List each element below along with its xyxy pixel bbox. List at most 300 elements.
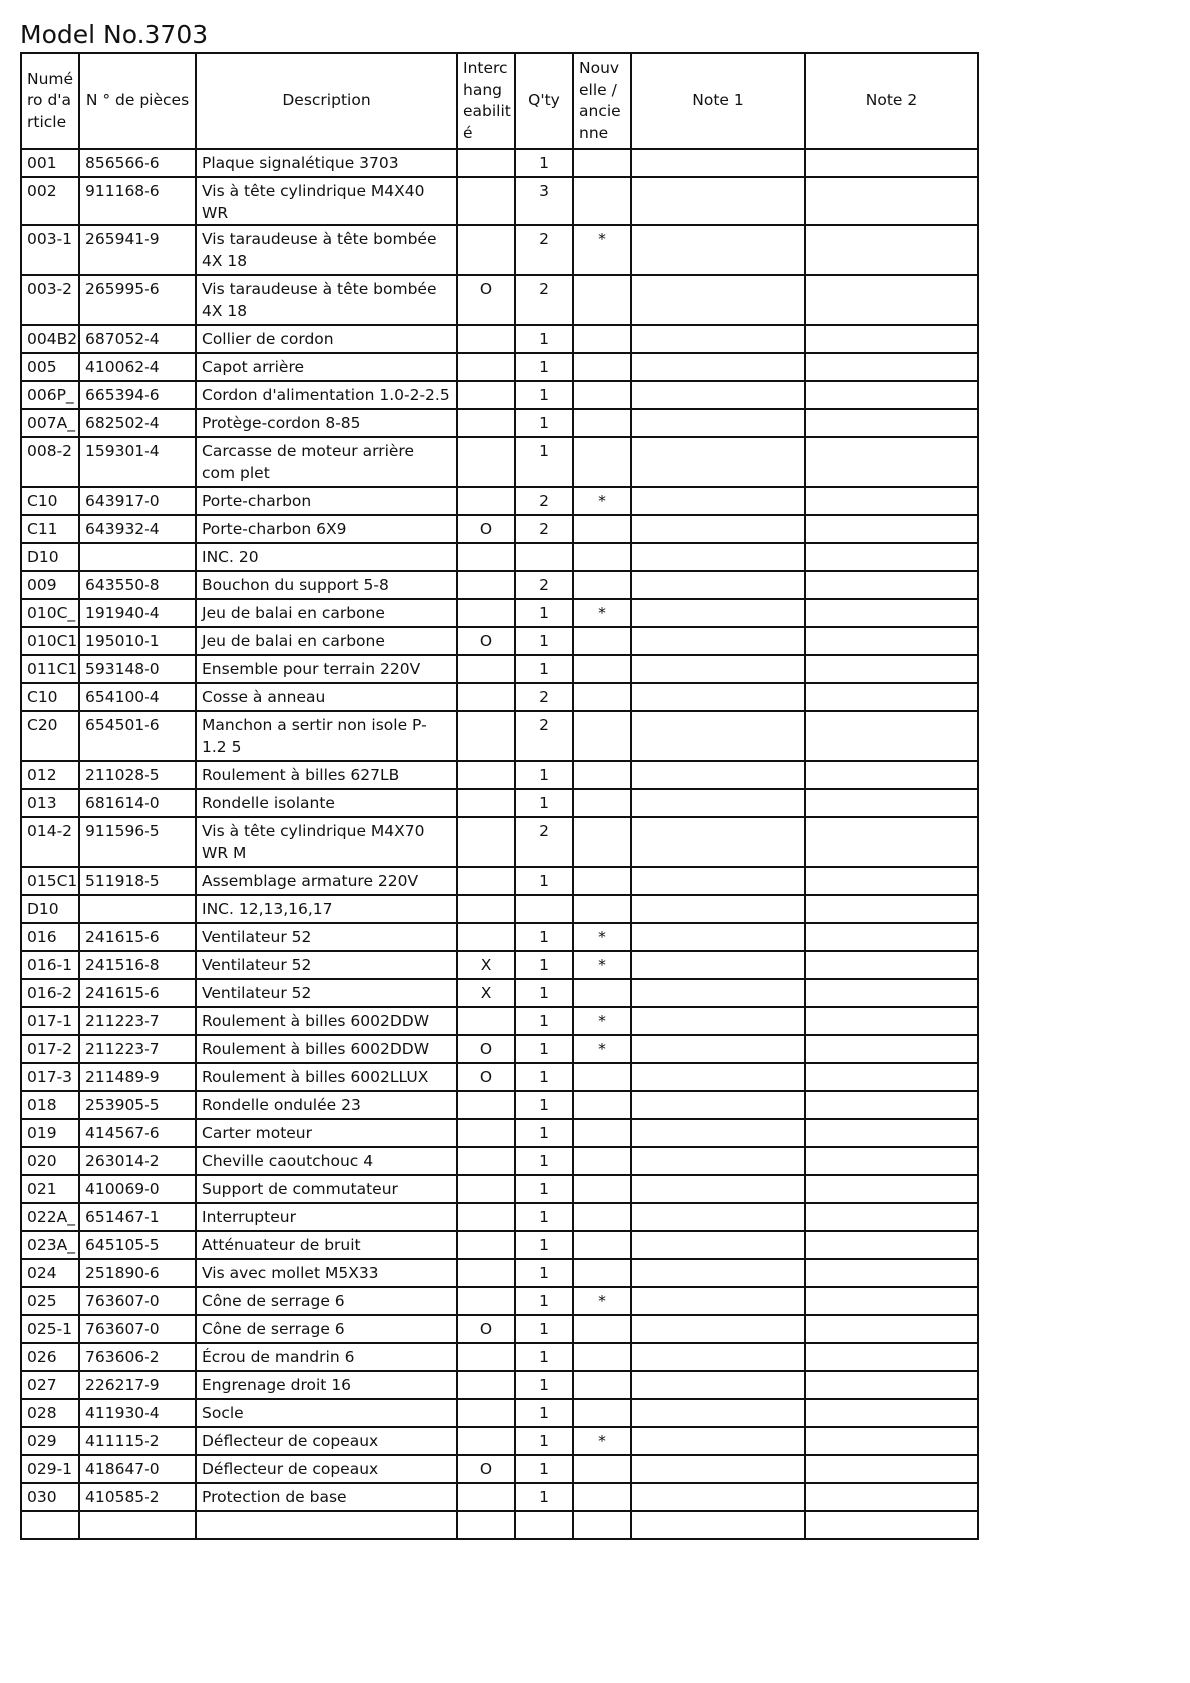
cell-item-no: 027 (21, 1371, 79, 1399)
cell-note-1 (631, 1007, 805, 1035)
cell-note-1 (631, 543, 805, 571)
cell-new-old (573, 543, 631, 571)
table-row (21, 817, 978, 867)
cell-qty: 1 (515, 149, 573, 177)
cell-note-2 (805, 1371, 978, 1399)
table-row (21, 895, 978, 923)
cell-description: Vis taraudeuse à tête bombée 4X 18 (196, 225, 457, 275)
cell-note-1 (631, 325, 805, 353)
cell-qty: 2 (515, 817, 573, 867)
cell-qty: 1 (515, 1455, 573, 1483)
cell-note-1 (631, 627, 805, 655)
cell-description: INC. 20 (196, 543, 457, 571)
cell-note-1 (631, 1399, 805, 1427)
cell-item-no: D10 (21, 543, 79, 571)
cell-interchangeability: X (457, 979, 515, 1007)
cell-new-old (573, 1455, 631, 1483)
cell-qty: 1 (515, 1287, 573, 1315)
table-row (21, 543, 978, 571)
cell-interchangeability (457, 711, 515, 761)
table-row (21, 979, 978, 1007)
header-note-1: Note 1 (631, 53, 805, 149)
cell-note-2 (805, 895, 978, 923)
cell-part-no: 265995-6 (79, 275, 196, 325)
cell-item-no: 022A_ (21, 1203, 79, 1231)
cell-interchangeability (457, 325, 515, 353)
cell-note-2 (805, 1259, 978, 1287)
cell-description: Vis à tête cylindrique M4X70 WR M (196, 817, 457, 867)
table-row (21, 225, 978, 275)
cell-part-no: 410585-2 (79, 1483, 196, 1511)
cell-description: Manchon a sertir non isole P-1.2 5 (196, 711, 457, 761)
table-row (21, 437, 978, 487)
cell-interchangeability (457, 149, 515, 177)
cell-part-no: 763607-0 (79, 1287, 196, 1315)
cell-qty (515, 895, 573, 923)
cell-qty: 1 (515, 1175, 573, 1203)
cell-interchangeability (457, 1175, 515, 1203)
cell-description: Cône de serrage 6 (196, 1287, 457, 1315)
cell-note-2 (805, 1427, 978, 1455)
cell-note-2 (805, 817, 978, 867)
cell-note-2 (805, 1315, 978, 1343)
cell-interchangeability (457, 655, 515, 683)
cell-part-no: 251890-6 (79, 1259, 196, 1287)
cell-interchangeability (457, 1147, 515, 1175)
cell-qty: 1 (515, 951, 573, 979)
cell-interchangeability (457, 817, 515, 867)
table-row (21, 951, 978, 979)
cell-new-old (573, 817, 631, 867)
cell-note-1 (631, 655, 805, 683)
cell-note-1 (631, 895, 805, 923)
cell-interchangeability (457, 1399, 515, 1427)
cell-item-no: 017-3 (21, 1063, 79, 1091)
cell-new-old (573, 627, 631, 655)
cell-part-no: 665394-6 (79, 381, 196, 409)
cell-note-2 (805, 1231, 978, 1259)
cell-qty: 1 (515, 1091, 573, 1119)
cell-item-no: 008-2 (21, 437, 79, 487)
cell-item-no: 003-1 (21, 225, 79, 275)
header-new-old: Nouv elle / ancie nne (573, 53, 631, 149)
cell-interchangeability (457, 1427, 515, 1455)
cell-note-2 (805, 1511, 978, 1539)
cell-interchangeability (457, 487, 515, 515)
table-row (21, 1035, 978, 1063)
cell-new-old (573, 1483, 631, 1511)
cell-new-old (573, 1315, 631, 1343)
cell-note-1 (631, 1371, 805, 1399)
cell-note-1 (631, 275, 805, 325)
header-description: Description (196, 53, 457, 149)
table-row (21, 1399, 978, 1427)
cell-item-no: 029 (21, 1427, 79, 1455)
cell-part-no: 511918-5 (79, 867, 196, 895)
cell-part-no: 265941-9 (79, 225, 196, 275)
cell-note-2 (805, 1343, 978, 1371)
cell-note-2 (805, 1063, 978, 1091)
table-row (21, 761, 978, 789)
cell-part-no: 411930-4 (79, 1399, 196, 1427)
cell-note-2 (805, 683, 978, 711)
cell-note-2 (805, 711, 978, 761)
cell-item-no: 023A_ (21, 1231, 79, 1259)
cell-new-old (573, 1371, 631, 1399)
cell-item-no: 012 (21, 761, 79, 789)
cell-item-no: 001 (21, 149, 79, 177)
cell-item-no: 003-2 (21, 275, 79, 325)
cell-note-1 (631, 353, 805, 381)
cell-new-old (573, 437, 631, 487)
cell-item-no: 024 (21, 1259, 79, 1287)
cell-interchangeability: O (457, 1455, 515, 1483)
cell-qty: 1 (515, 867, 573, 895)
cell-interchangeability (457, 1343, 515, 1371)
cell-part-no: 241615-6 (79, 923, 196, 951)
cell-description: Rondelle isolante (196, 789, 457, 817)
cell-interchangeability: O (457, 1063, 515, 1091)
cell-new-old (573, 655, 631, 683)
cell-note-1 (631, 1343, 805, 1371)
cell-interchangeability (457, 381, 515, 409)
table-row (21, 1455, 978, 1483)
cell-note-2 (805, 1119, 978, 1147)
cell-part-no: 211223-7 (79, 1035, 196, 1063)
cell-note-1 (631, 1315, 805, 1343)
cell-description: Bouchon du support 5-8 (196, 571, 457, 599)
cell-new-old (573, 979, 631, 1007)
cell-note-2 (805, 487, 978, 515)
cell-part-no (79, 543, 196, 571)
cell-qty: 3 (515, 177, 573, 225)
cell-note-1 (631, 1063, 805, 1091)
cell-note-2 (805, 515, 978, 543)
cell-part-no: 241516-8 (79, 951, 196, 979)
cell-new-old (573, 1343, 631, 1371)
cell-interchangeability (457, 1259, 515, 1287)
cell-note-1 (631, 867, 805, 895)
cell-new-old (573, 381, 631, 409)
cell-description: Cône de serrage 6 (196, 1315, 457, 1343)
cell-qty: 2 (515, 571, 573, 599)
cell-qty: 1 (515, 655, 573, 683)
table-row (21, 867, 978, 895)
cell-new-old (573, 1231, 631, 1259)
cell-qty: 1 (515, 409, 573, 437)
cell-part-no: 211489-9 (79, 1063, 196, 1091)
cell-part-no: 211223-7 (79, 1007, 196, 1035)
cell-qty: 2 (515, 225, 573, 275)
cell-item-no: 026 (21, 1343, 79, 1371)
cell-item-no: 025 (21, 1287, 79, 1315)
cell-note-1 (631, 149, 805, 177)
cell-part-no: 241615-6 (79, 979, 196, 1007)
cell-item-no: 002 (21, 177, 79, 225)
cell-part-no: 263014-2 (79, 1147, 196, 1175)
cell-part-no: 410069-0 (79, 1175, 196, 1203)
cell-new-old (573, 683, 631, 711)
table-row (21, 789, 978, 817)
cell-note-2 (805, 1175, 978, 1203)
cell-new-old (573, 1147, 631, 1175)
cell-note-2 (805, 1483, 978, 1511)
cell-item-no (21, 1511, 79, 1539)
cell-qty: 1 (515, 599, 573, 627)
cell-new-old: * (573, 1007, 631, 1035)
cell-note-2 (805, 543, 978, 571)
header-item-no: Numé ro d'a rticle (21, 53, 79, 149)
cell-description (196, 1511, 457, 1539)
table-row (21, 325, 978, 353)
cell-part-no: 682502-4 (79, 409, 196, 437)
cell-description: Plaque signalétique 3703 (196, 149, 457, 177)
page-title: Model No.3703 (20, 20, 209, 49)
cell-interchangeability (457, 895, 515, 923)
cell-description: Vis taraudeuse à tête bombée 4X 18 (196, 275, 457, 325)
cell-description: Protection de base (196, 1483, 457, 1511)
cell-note-2 (805, 1091, 978, 1119)
cell-qty: 2 (515, 487, 573, 515)
cell-note-1 (631, 1091, 805, 1119)
cell-interchangeability: X (457, 951, 515, 979)
cell-description: Jeu de balai en carbone (196, 599, 457, 627)
cell-new-old (573, 1091, 631, 1119)
cell-item-no: 015C1 (21, 867, 79, 895)
cell-note-1 (631, 487, 805, 515)
cell-description: Roulement à billes 6002DDW (196, 1007, 457, 1035)
cell-new-old (573, 275, 631, 325)
cell-part-no: 911596-5 (79, 817, 196, 867)
cell-description: INC. 12,13,16,17 (196, 895, 457, 923)
cell-qty: 1 (515, 1483, 573, 1511)
cell-interchangeability (457, 1119, 515, 1147)
cell-description: Ensemble pour terrain 220V (196, 655, 457, 683)
cell-note-1 (631, 1511, 805, 1539)
cell-description: Porte-charbon (196, 487, 457, 515)
cell-interchangeability: O (457, 275, 515, 325)
cell-note-1 (631, 789, 805, 817)
cell-description: Engrenage droit 16 (196, 1371, 457, 1399)
table-row (21, 515, 978, 543)
table-row (21, 1371, 978, 1399)
cell-item-no: 019 (21, 1119, 79, 1147)
table-row (21, 1427, 978, 1455)
table-row (21, 1147, 978, 1175)
cell-qty: 1 (515, 1259, 573, 1287)
cell-interchangeability (457, 683, 515, 711)
table-row (21, 1343, 978, 1371)
cell-interchangeability (457, 437, 515, 487)
cell-interchangeability: O (457, 627, 515, 655)
table-row (21, 923, 978, 951)
cell-qty: 2 (515, 683, 573, 711)
cell-item-no: C11 (21, 515, 79, 543)
table-row (21, 1007, 978, 1035)
table-row (21, 409, 978, 437)
cell-qty: 1 (515, 1203, 573, 1231)
cell-part-no: 253905-5 (79, 1091, 196, 1119)
cell-note-2 (805, 979, 978, 1007)
header-part-no: N ° de pièces (79, 53, 196, 149)
cell-description: Ventilateur 52 (196, 979, 457, 1007)
cell-item-no: 005 (21, 353, 79, 381)
cell-part-no: 856566-6 (79, 149, 196, 177)
cell-note-2 (805, 1287, 978, 1315)
cell-description: Déflecteur de copeaux (196, 1455, 457, 1483)
cell-note-2 (805, 353, 978, 381)
cell-interchangeability (457, 599, 515, 627)
cell-note-1 (631, 409, 805, 437)
cell-qty: 1 (515, 761, 573, 789)
table-row (21, 1091, 978, 1119)
cell-qty: 1 (515, 1119, 573, 1147)
cell-description: Cordon d'alimentation 1.0-2-2.5 (196, 381, 457, 409)
cell-new-old (573, 1399, 631, 1427)
cell-item-no: 029-1 (21, 1455, 79, 1483)
cell-part-no: 643550-8 (79, 571, 196, 599)
cell-new-old (573, 325, 631, 353)
cell-description: Protège-cordon 8-85 (196, 409, 457, 437)
table-row (21, 381, 978, 409)
cell-new-old (573, 1175, 631, 1203)
cell-description: Ventilateur 52 (196, 951, 457, 979)
cell-qty: 1 (515, 1399, 573, 1427)
cell-interchangeability (457, 177, 515, 225)
cell-note-2 (805, 381, 978, 409)
cell-description: Roulement à billes 627LB (196, 761, 457, 789)
cell-item-no: 010C1 (21, 627, 79, 655)
cell-note-1 (631, 1455, 805, 1483)
table-row (21, 711, 978, 761)
cell-item-no: 006P_ (21, 381, 79, 409)
cell-part-no: 763606-2 (79, 1343, 196, 1371)
cell-new-old (573, 789, 631, 817)
cell-note-1 (631, 225, 805, 275)
cell-description: Atténuateur de bruit (196, 1231, 457, 1259)
cell-part-no: 593148-0 (79, 655, 196, 683)
table-row (21, 487, 978, 515)
cell-new-old (573, 515, 631, 543)
cell-qty: 1 (515, 979, 573, 1007)
cell-item-no: 013 (21, 789, 79, 817)
cell-part-no: 763607-0 (79, 1315, 196, 1343)
cell-note-2 (805, 867, 978, 895)
cell-note-1 (631, 1035, 805, 1063)
cell-interchangeability: O (457, 1035, 515, 1063)
cell-description: Cosse à anneau (196, 683, 457, 711)
cell-note-2 (805, 1147, 978, 1175)
cell-qty: 1 (515, 1147, 573, 1175)
cell-item-no: 017-1 (21, 1007, 79, 1035)
cell-new-old (573, 1259, 631, 1287)
cell-qty: 1 (515, 1035, 573, 1063)
cell-note-1 (631, 381, 805, 409)
cell-part-no: 651467-1 (79, 1203, 196, 1231)
table-row (21, 1063, 978, 1091)
cell-qty: 1 (515, 789, 573, 817)
cell-part-no (79, 1511, 196, 1539)
cell-qty: 2 (515, 515, 573, 543)
cell-new-old: * (573, 1427, 631, 1455)
cell-part-no: 687052-4 (79, 325, 196, 353)
cell-qty (515, 1511, 573, 1539)
cell-new-old (573, 177, 631, 225)
cell-qty: 1 (515, 1231, 573, 1259)
cell-item-no: 028 (21, 1399, 79, 1427)
table-row (21, 1175, 978, 1203)
cell-description: Capot arrière (196, 353, 457, 381)
cell-new-old: * (573, 225, 631, 275)
cell-description: Assemblage armature 220V (196, 867, 457, 895)
cell-note-1 (631, 979, 805, 1007)
cell-note-2 (805, 437, 978, 487)
cell-qty: 1 (515, 923, 573, 951)
cell-new-old: * (573, 1035, 631, 1063)
cell-note-2 (805, 655, 978, 683)
table-row (21, 655, 978, 683)
cell-qty: 1 (515, 325, 573, 353)
cell-item-no: 018 (21, 1091, 79, 1119)
cell-part-no (79, 895, 196, 923)
cell-qty: 2 (515, 711, 573, 761)
cell-note-2 (805, 627, 978, 655)
cell-interchangeability (457, 353, 515, 381)
cell-qty: 1 (515, 1371, 573, 1399)
cell-description: Roulement à billes 6002DDW (196, 1035, 457, 1063)
cell-new-old (573, 1119, 631, 1147)
parts-table-body (21, 149, 978, 1539)
cell-interchangeability (457, 867, 515, 895)
cell-part-no: 681614-0 (79, 789, 196, 817)
cell-note-1 (631, 1231, 805, 1259)
table-row (21, 1203, 978, 1231)
cell-qty: 1 (515, 437, 573, 487)
cell-qty (515, 543, 573, 571)
table-row (21, 599, 978, 627)
cell-new-old (573, 1203, 631, 1231)
header-note-2: Note 2 (805, 53, 978, 149)
cell-note-1 (631, 1259, 805, 1287)
cell-qty: 1 (515, 627, 573, 655)
cell-part-no: 211028-5 (79, 761, 196, 789)
header-interchangeability: Interc hang eabilit é (457, 53, 515, 149)
cell-description: Vis à tête cylindrique M4X40 WR (196, 177, 457, 225)
cell-new-old: * (573, 1287, 631, 1315)
cell-new-old (573, 1511, 631, 1539)
cell-note-2 (805, 1399, 978, 1427)
cell-description: Déflecteur de copeaux (196, 1427, 457, 1455)
cell-note-2 (805, 951, 978, 979)
cell-item-no: 021 (21, 1175, 79, 1203)
cell-description: Socle (196, 1399, 457, 1427)
table-row (21, 1259, 978, 1287)
cell-part-no: 418647-0 (79, 1455, 196, 1483)
cell-item-no: 016-1 (21, 951, 79, 979)
cell-interchangeability (457, 1511, 515, 1539)
cell-qty: 1 (515, 1427, 573, 1455)
cell-qty: 1 (515, 1315, 573, 1343)
cell-note-1 (631, 923, 805, 951)
cell-new-old (573, 1063, 631, 1091)
cell-description: Rondelle ondulée 23 (196, 1091, 457, 1119)
cell-description: Interrupteur (196, 1203, 457, 1231)
cell-note-1 (631, 1147, 805, 1175)
cell-part-no: 195010-1 (79, 627, 196, 655)
cell-item-no: 020 (21, 1147, 79, 1175)
header-qty: Q'ty (515, 53, 573, 149)
cell-interchangeability (457, 409, 515, 437)
